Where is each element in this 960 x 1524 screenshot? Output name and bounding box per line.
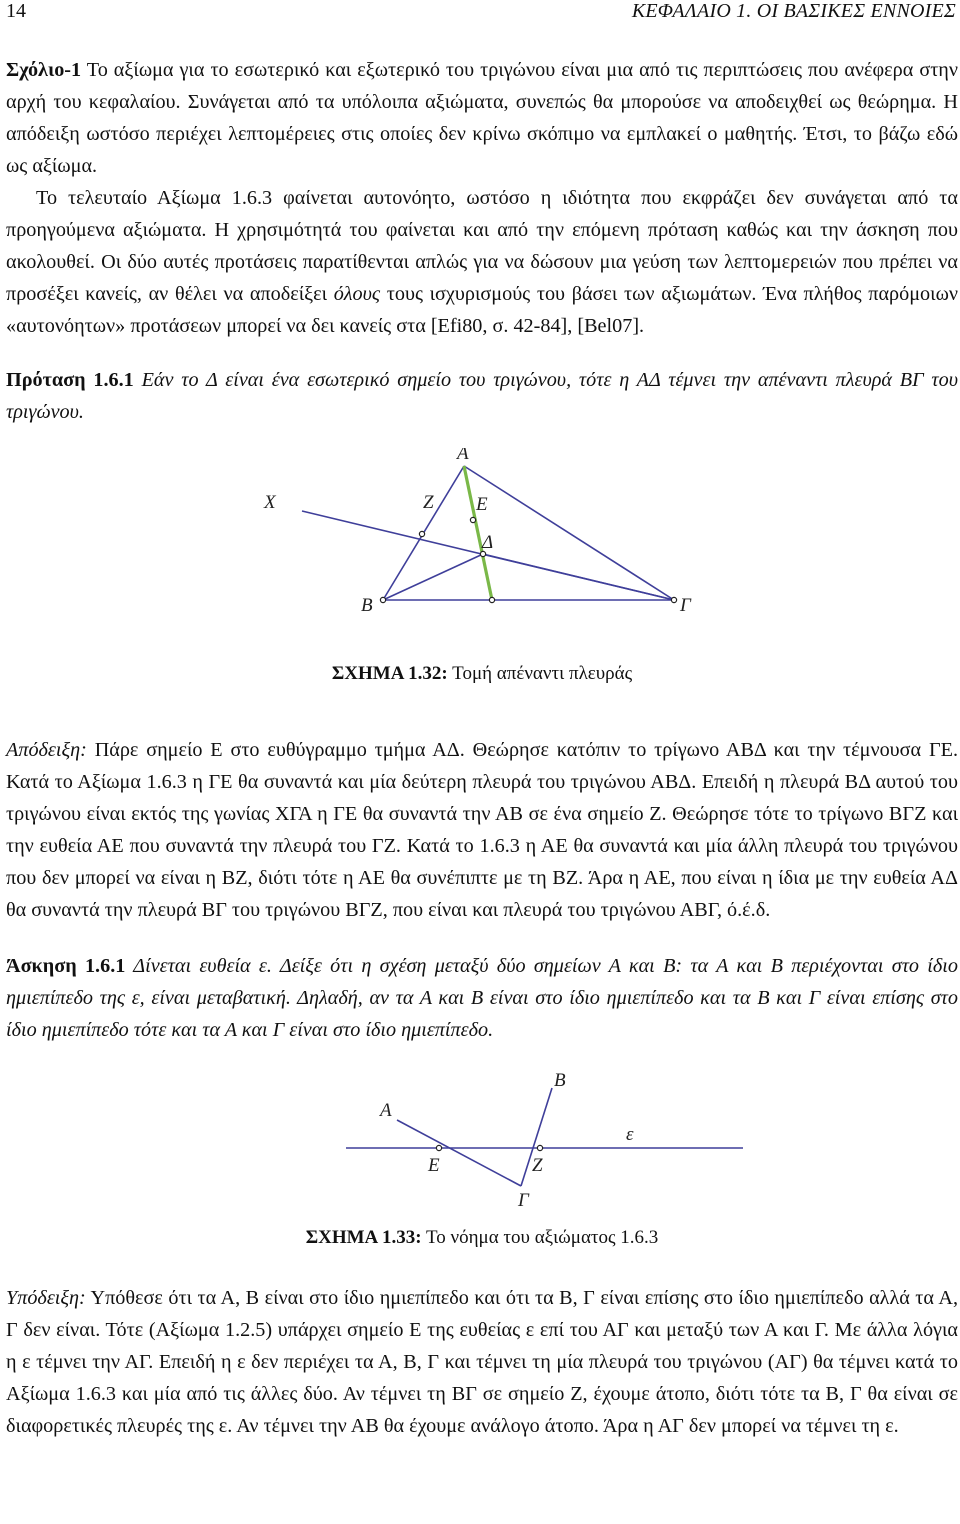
hint-paragraph xyxy=(6,1282,958,1442)
axiom-discussion-emphasis: όλους xyxy=(333,283,381,305)
point-E xyxy=(436,1145,441,1150)
figure-1-32-caption-label: ΣΧΗΜΑ 1.32: xyxy=(331,663,448,684)
figure-1-32-diagram xyxy=(6,448,958,648)
exercise-text: Δίνεται ευθεία ε. Δείξε ότι η σχέση μεταξύ δύο σημείων Α και Β: τα Α και Β περιέχονται στο ίδιο ημιεπίπεδο της ε, είναι μεταβατική. Δηλαδή, αν τα Α και Β είναι στο ίδιο ημιεπίπεδο και τα Β και Γ είναι επίσης στο ίδιο ημιεπίπεδο τότε και τα Α και Γ είναι στο ίδιο ημιεπίπεδο. xyxy=(6,955,958,1041)
comment-label: Σχόλιο-1 xyxy=(6,59,82,81)
label-Z: Ζ xyxy=(532,1155,543,1176)
segment-DG xyxy=(483,554,674,600)
point-Z xyxy=(537,1145,542,1150)
proof-label: Απόδειξη: xyxy=(6,739,87,761)
segment-AG xyxy=(464,466,674,600)
figure-1-32-caption-text: Τομή απέναντι πλευράς xyxy=(447,663,633,684)
figure-1-32 xyxy=(6,448,958,686)
label-epsilon: ε xyxy=(626,1124,634,1145)
point-G xyxy=(671,597,676,602)
page-number: 14 xyxy=(6,0,26,22)
label-B: Β xyxy=(554,1072,566,1091)
label-A: Α xyxy=(380,1100,392,1121)
proof-paragraph xyxy=(6,734,958,926)
exercise-label: Άσκηση 1.6.1 xyxy=(6,955,126,977)
hint-label: Υπόδειξη: xyxy=(6,1287,86,1309)
label-G: Γ xyxy=(518,1190,529,1211)
comment-text: Το αξίωμα για το εσωτερικό και εξωτερικό του τριγώνου είναι μια από τις περιπτώσεις που ανέφερα στην αρχή του κεφαλαίου. Συνάγεται από τα υπόλοιπα αξιώματα, συνεπώς θα μπορούσε να αποδειχθεί ως θεώρημα. Η απόδειξη ωστόσο περιέχει λεπτομέρειες στις οποίες δεν κρίνω σκόπιμο να εμπλακεί ο μαθητής. Έτσι, το βάζω εδώ ως αξίωμα. xyxy=(6,59,958,177)
segment-AG xyxy=(397,1120,521,1186)
point-B xyxy=(380,597,385,602)
label-Z: Ζ xyxy=(423,492,434,513)
axiom-discussion-paragraph xyxy=(6,182,958,342)
page-content xyxy=(6,54,958,1442)
label-X: Χ xyxy=(264,492,276,513)
label-E: Ε xyxy=(476,494,488,515)
axiom-discussion-text-2: τους ισχυρισμούς του βάσει των αξιωμάτων. Ένα πλήθος παρόμοιων «αυτονόητων» προτάσεων μπορεί να δει κανείς στα [Efi80, σ. 42-84], [Bel07]. xyxy=(6,283,958,337)
figure-1-32-caption xyxy=(6,662,958,686)
proposition-paragraph xyxy=(6,364,958,428)
hint-text: Υπόθεσε ότι τα Α, Β είναι στο ίδιο ημιεπίπεδο και ότι τα Β, Γ είναι επίσης στο ίδιο ημιεπίπεδο αλλά τα Α, Γ δεν είναι. Τότε (Αξίωμα 1.2.5) υπάρχει σημείο Ε της ευθείας ε επί του ΑΓ και μεταξύ των Α και Γ. Με άλλα λόγια η ε τέμνει την ΑΓ. Επειδή η ε δεν περιέχει τα Α, Β, Γ και τέμνει τη μία πλευρά του τριγώνου (ΑΓ) θα τέμνει κατά το Αξίωμα 1.6.3 και μία από τις άλλες δύο. Αν τέμνει τη ΒΓ σε σημείο Ζ, έχουμε άτοπο, διότι τότε τα Β, Γ θα είναι σε διαφορετικές πλευρές της ε. Αν τέμνει την ΑΒ θα έχουμε ανάλογο άτοπο. Άρα η ΑΓ δεν μπορεί να τέμνει τη ε. xyxy=(6,1287,958,1437)
exercise-paragraph xyxy=(6,950,958,1046)
label-D: Δ xyxy=(482,532,494,553)
label-B: Β xyxy=(361,595,373,616)
point-Z xyxy=(419,531,424,536)
proof-text: Πάρε σημείο Ε στο ευθύγραμμο τμήμα ΑΔ. Θεώρησε κατόπιν το τρίγωνο ΑΒΔ και την τέμνουσα ΓΕ. Κατά το Αξίωμα 1.6.3 η ΓΕ θα συναντά και μία δεύτερη πλευρά του τριγώνου ΑΒΔ. Επειδή η πλευρά ΒΔ αυτού του τριγώνου είναι εκτός της γωνίας ΧΓΑ η ΓΕ θα συναντά την ΑΒ σε ένα σημείο Ζ. Θεώρησε τότε το τρίγωνο ΒΓΖ και την ευθεία ΑΕ που συναντά την πλευρά του ΓΖ. Κατά το 1.6.3 η ΑΕ θα συναντά και μία άλλη πλευρά του τριγώνου που δεν μπορεί να είναι η ΒΖ, διότι τότε η ΑΕ θα συνέπιπτε με τη ΒΖ. Άρα η ΑΕ, που είναι η ίδια με την ευθεία ΑΔ θα συναντά την πλευρά ΒΓ του τριγώνου ΒΓΖ, που είναι και πλευρά του τριγώνου ΑΒΓ, ό.έ.δ. xyxy=(6,739,958,921)
page-header xyxy=(0,0,960,22)
figure-1-33-caption xyxy=(6,1226,958,1250)
figure-1-33-caption-text: Το νόημα του αξιώματος 1.6.3 xyxy=(421,1227,659,1248)
point-E xyxy=(470,517,475,522)
figure-1-33 xyxy=(6,1072,958,1250)
label-E: Ε xyxy=(428,1155,440,1176)
figure-1-33-diagram xyxy=(6,1072,958,1212)
segment-BD xyxy=(383,554,483,600)
comment-paragraph xyxy=(6,54,958,182)
point-foot xyxy=(489,597,494,602)
label-A: Α xyxy=(457,448,469,464)
axiom-discussion-text-1: Το τελευταίο Αξίωμα 1.6.3 φαίνεται αυτονόητο, ωστόσο η ιδιότητα που εκφράζει δεν συνάγεται από τα προηγούμενα αξιώματα. Η χρησιμότητά του φαίνεται και από την επόμενη πρόταση καθώς και την άσκηση που ακολουθεί. Οι δύο αυτές προτάσεις παρατίθενται απλώς για να δώσουν μια γεύση των λεπτομερειών που πρέπει να προσέξει κανείς, αν θέλει να αποδείξει xyxy=(6,187,958,305)
figure-1-33-caption-label: ΣΧΗΜΑ 1.33: xyxy=(305,1227,422,1248)
chapter-title: ΚΕΦΑΛΑΙΟ 1. ΟΙ ΒΑΣΙΚΕΣ ΕΝΝΟΙΕΣ xyxy=(631,0,956,22)
proposition-text: Εάν το Δ είναι ένα εσωτερικό σημείο του τριγώνου, τότε η ΑΔ τέμνει την απέναντι πλευρά ΒΓ του τριγώνου. xyxy=(6,369,958,423)
label-G: Γ xyxy=(680,595,691,616)
proposition-label: Πρόταση 1.6.1 xyxy=(6,369,134,391)
